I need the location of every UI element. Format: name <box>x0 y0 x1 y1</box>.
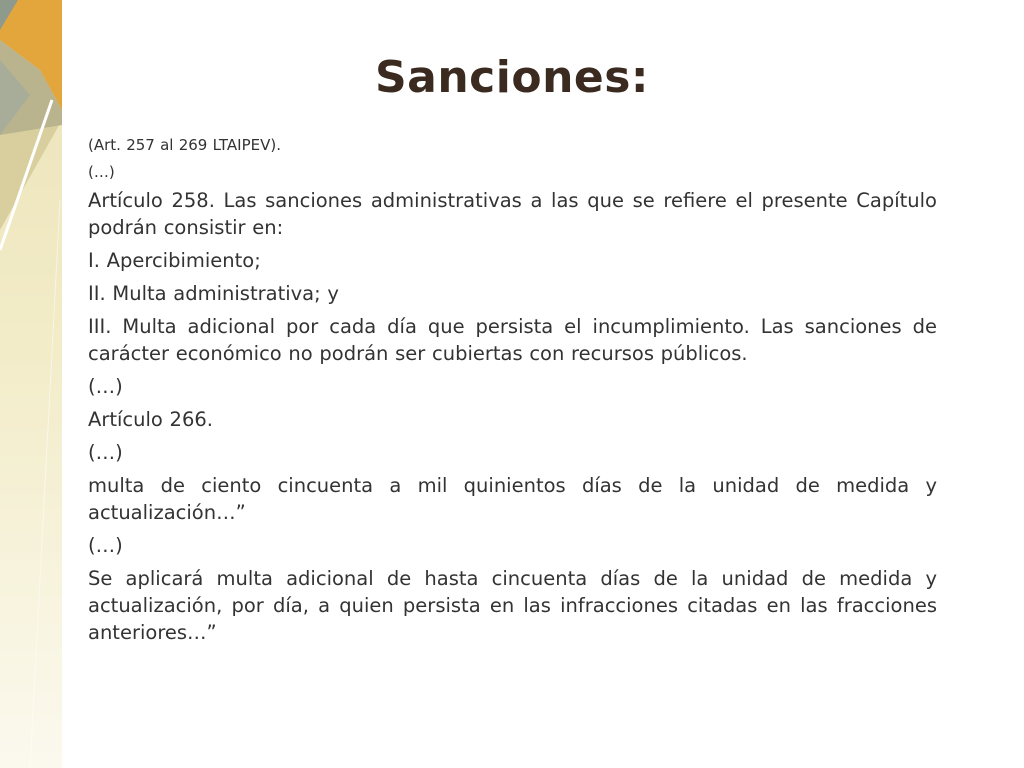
side-decoration <box>0 0 62 768</box>
slide-title: Sanciones: <box>374 52 650 103</box>
article-258-text: Artículo 258. Las sanciones administrativas a las que se refiere el presente Capítulo podrán consistir en: <box>88 189 937 239</box>
sanction-item-1: I. Apercibimiento; <box>88 249 261 272</box>
ellipsis-marker: (…) <box>88 163 115 181</box>
sanction-item-3: III. Multa adicional por cada día que persista el incumplimiento. Las sanciones de carácter económico no podrán ser cubiertas con recursos públicos. <box>88 315 937 365</box>
additional-fine-text: Se aplicará multa adicional de hasta cincuenta días de la unidad de medida y actualización, por día, a quien persista en las infracciones citadas en las fracciones anteriores…” <box>88 567 937 644</box>
article-266-fine-text: multa de ciento cincuenta a mil quinientos días de la unidad de medida y actualización…” <box>88 474 937 524</box>
decorative-banner-graphic <box>0 0 62 768</box>
sanction-item-2: II. Multa administrativa; y <box>88 282 339 305</box>
ellipsis-marker: (…) <box>88 534 123 557</box>
ellipsis-marker: (…) <box>88 375 123 398</box>
ellipsis-marker: (…) <box>88 441 123 464</box>
article-reference: (Art. 257 al 269 LTAIPEV). <box>88 136 282 154</box>
article-266-heading: Artículo 266. <box>88 408 213 431</box>
slide-body <box>88 135 937 646</box>
